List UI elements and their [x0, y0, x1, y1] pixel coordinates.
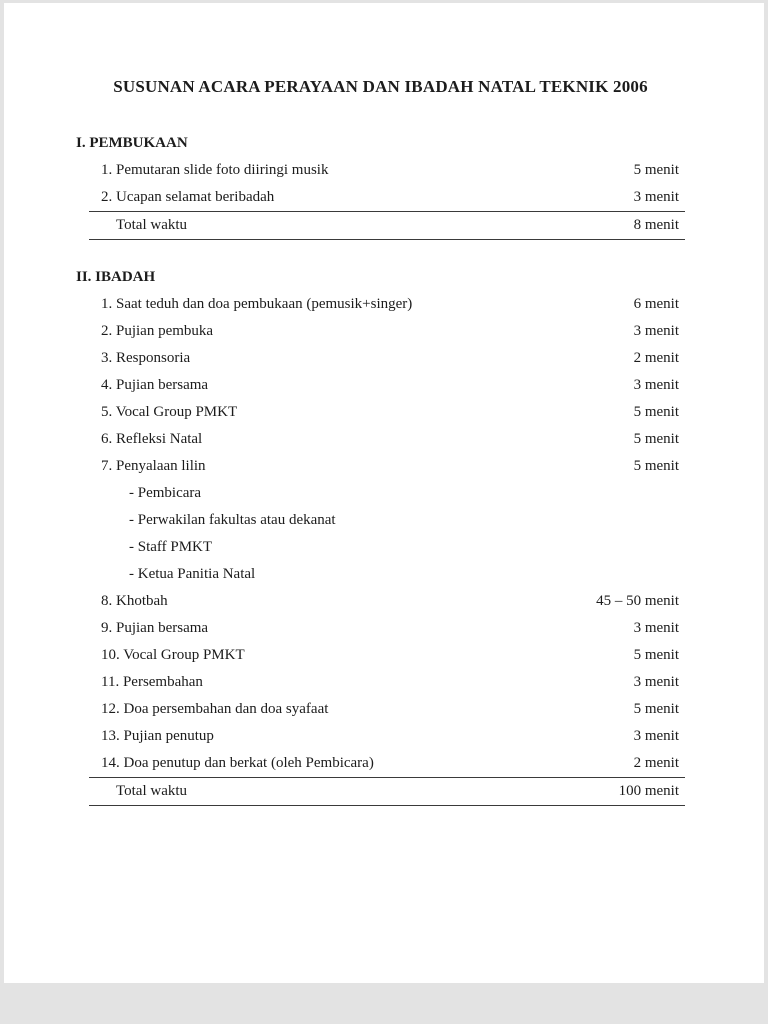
- item-duration: 3 menit: [633, 674, 679, 690]
- item-duration: 2 menit: [633, 350, 679, 366]
- schedule-subitem: [76, 480, 685, 507]
- section-pembukaan: [76, 130, 685, 240]
- schedule-item: [76, 184, 685, 211]
- section-total-row: [89, 777, 685, 806]
- schedule-item: [76, 588, 685, 615]
- schedule-item: [76, 345, 685, 372]
- schedule-item: [76, 372, 685, 399]
- total-duration: 8 menit: [633, 217, 679, 233]
- item-duration: 3 menit: [633, 377, 679, 393]
- item-duration: 45 – 50 menit: [596, 593, 679, 609]
- schedule-subitem: [76, 534, 685, 561]
- schedule-item: [76, 642, 685, 669]
- schedule-item: [76, 318, 685, 345]
- item-label: 12. Doa persembahan dan doa syafaat: [101, 701, 329, 717]
- schedule-item: [76, 723, 685, 750]
- schedule-item: [76, 615, 685, 642]
- subitem-label: - Perwakilan fakultas atau dekanat: [129, 512, 336, 528]
- schedule-item: [76, 750, 685, 777]
- item-label: 8. Khotbah: [101, 593, 168, 609]
- document-title: SUSUNAN ACARA PERAYAAN DAN IBADAH NATAL TEKNIK 2006: [113, 77, 648, 96]
- document-page: [4, 3, 764, 983]
- item-duration: 5 menit: [633, 162, 679, 178]
- item-duration: 5 menit: [633, 647, 679, 663]
- schedule-item: [76, 453, 685, 480]
- total-duration: 100 menit: [618, 783, 679, 799]
- schedule-item: [76, 291, 685, 318]
- schedule-item: [76, 157, 685, 184]
- item-duration: 3 menit: [633, 323, 679, 339]
- item-label: 9. Pujian bersama: [101, 620, 209, 636]
- item-duration: 6 menit: [633, 296, 679, 312]
- schedule-item: [76, 669, 685, 696]
- total-label: Total waktu: [116, 783, 188, 799]
- item-label: 10. Vocal Group PMKT: [101, 647, 245, 663]
- item-duration: 2 menit: [633, 755, 679, 771]
- schedule-subitem: [76, 507, 685, 534]
- item-label: 2. Ucapan selamat beribadah: [101, 189, 275, 205]
- item-duration: 5 menit: [633, 431, 679, 447]
- item-label: 1. Saat teduh dan doa pembukaan (pemusik+singer): [101, 296, 413, 312]
- total-label: Total waktu: [116, 217, 188, 233]
- item-label: 1. Pemutaran slide foto diiringi musik: [101, 162, 329, 178]
- item-duration: 5 menit: [633, 458, 679, 474]
- item-label: 5. Vocal Group PMKT: [101, 404, 238, 420]
- item-label: 3. Responsoria: [101, 350, 191, 366]
- section-heading-ibadah: II. IBADAH: [76, 269, 156, 285]
- section-heading-pembukaan: I. PEMBUKAAN: [76, 135, 188, 151]
- schedule-item: [76, 696, 685, 723]
- item-duration: 5 menit: [633, 701, 679, 717]
- schedule-item: [76, 426, 685, 453]
- item-duration: 3 menit: [633, 728, 679, 744]
- item-duration: 3 menit: [633, 620, 679, 636]
- item-label: 7. Penyalaan lilin: [101, 458, 206, 474]
- item-label: 4. Pujian bersama: [101, 377, 209, 393]
- item-label: 13. Pujian penutup: [101, 728, 214, 744]
- section-ibadah: [76, 264, 685, 806]
- item-duration: 5 menit: [633, 404, 679, 420]
- section-total-row: [89, 211, 685, 240]
- subitem-label: - Ketua Panitia Natal: [129, 566, 256, 582]
- item-label: 14. Doa penutup dan berkat (oleh Pembicara): [101, 755, 374, 771]
- item-duration: 3 menit: [633, 189, 679, 205]
- schedule-item: [76, 399, 685, 426]
- subitem-label: - Staff PMKT: [129, 539, 213, 555]
- subitem-label: - Pembicara: [129, 485, 202, 501]
- schedule-subitem: [76, 561, 685, 588]
- item-label: 2. Pujian pembuka: [101, 323, 214, 339]
- item-label: 11. Persembahan: [101, 674, 203, 690]
- item-label: 6. Refleksi Natal: [101, 431, 203, 447]
